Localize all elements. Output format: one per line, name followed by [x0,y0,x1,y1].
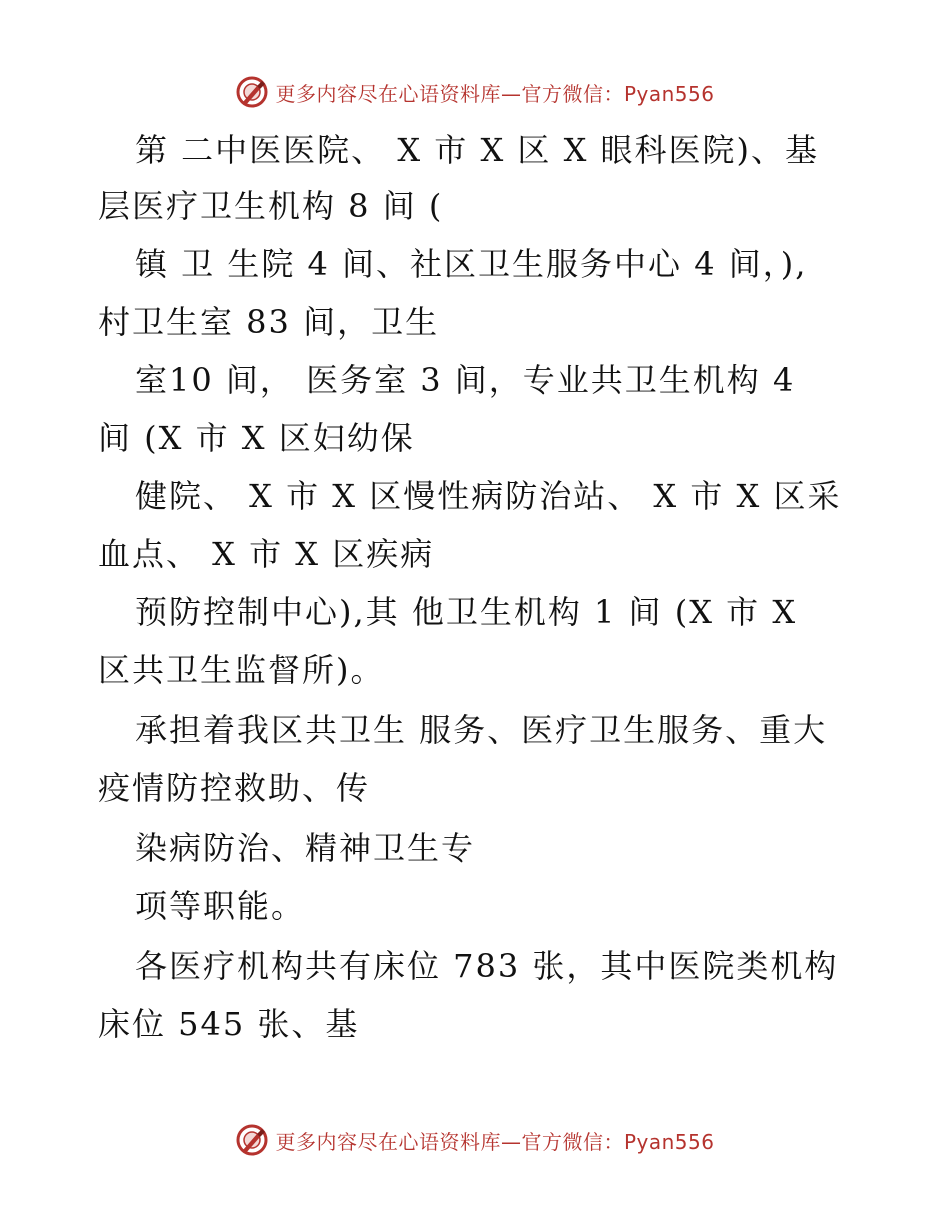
paragraph-line: 各医疗机构共有床位 783 张，其中医院类机构 [135,947,839,985]
footer-banner [0,1120,950,1160]
paragraph-line: 承担着我区共卫生 服务、医疗卫生服务、重大 [135,711,828,749]
pen-seal-logo-icon [235,75,269,109]
paragraph-line: 村卫生室 83 间，卫生 [98,303,440,341]
paragraph-line: 项等职能。 [135,887,306,925]
paragraph-line: 疫情防控救助、传 [98,769,371,807]
paragraph-line: 预防控制中心),其 他卫生机构 1 间 (X 市 X [135,593,798,631]
banner-text: 更多内容尽在心语资料库—官方微信：Pyan556 [275,1129,715,1154]
paragraph-line: 健院、 X 市 X 区慢性病防治站、 X 市 X 区采 [135,477,842,515]
paragraph-line: 间 (X 市 X 区妇幼保 [98,419,415,457]
paragraph-line: 染病防治、精神卫生专 [135,829,476,867]
header-banner [0,72,950,112]
pen-seal-logo-icon [235,1123,269,1157]
paragraph-line: 室10 间， 医务室 3 间，专业共卫生机构 4 [135,361,796,399]
paragraph-line: 区共卫生监督所)。 [98,651,385,689]
paragraph-line: 镇 卫 生院 4 间、社区卫生服务中心 4 间，), [135,245,808,283]
banner-text: 更多内容尽在心语资料库—官方微信：Pyan556 [275,81,715,106]
paragraph-line: 床位 545 张、基 [98,1005,360,1043]
paragraph-line: 第 二中医医院、 X 市 X 区 X 眼科医院)、基 [135,131,820,169]
paragraph-line: 血点、 X 市 X 区疾病 [98,535,435,573]
paragraph-line: 层医疗卫生机构 8 间 ( [98,187,444,225]
